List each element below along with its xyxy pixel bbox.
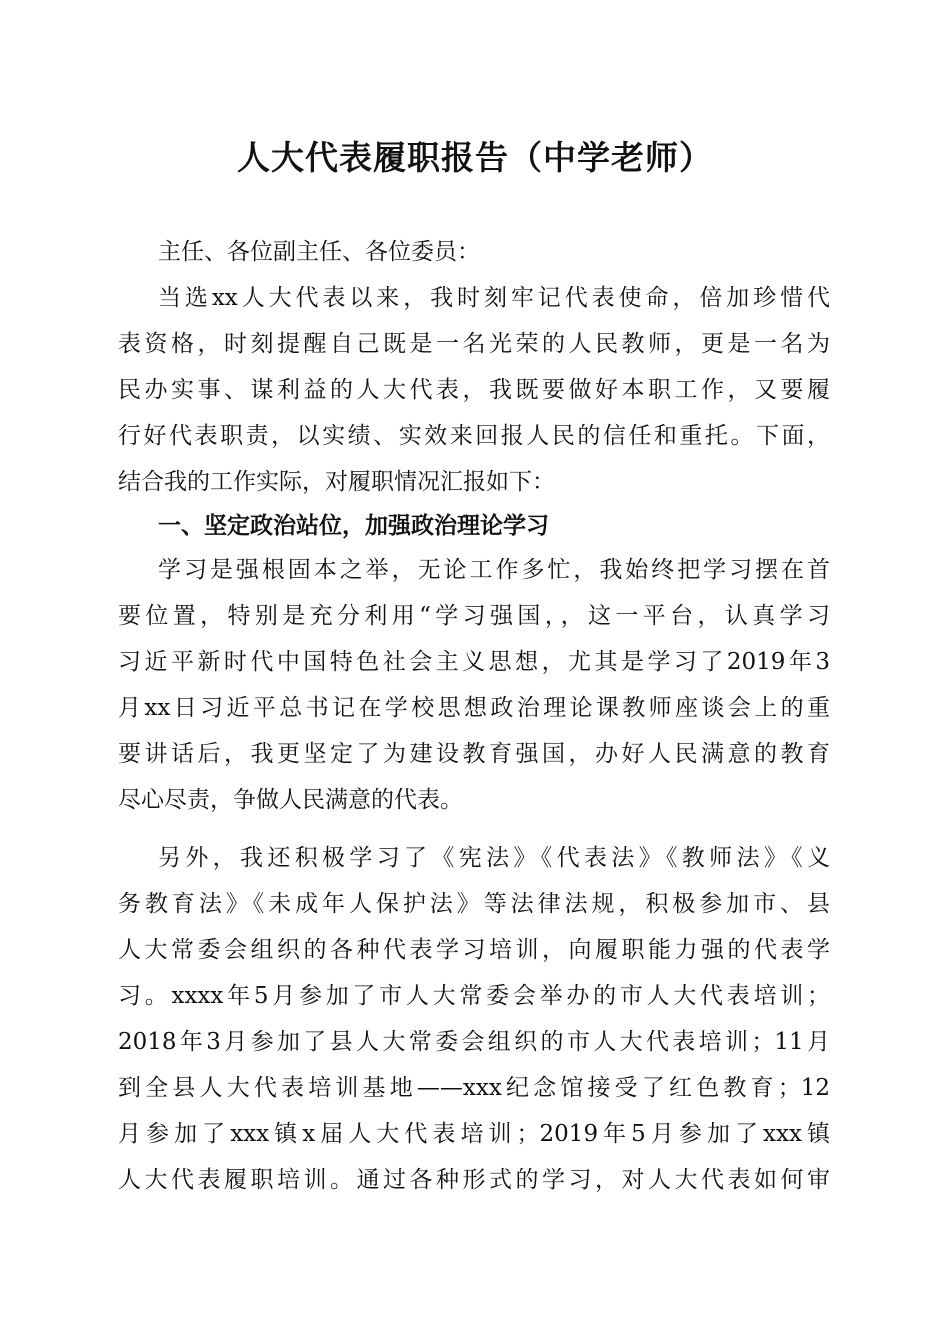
paragraph-line: 月xx日习近平总书记在学校思想政治理论课教师座谈会上的重 [118,695,830,721]
paragraph-line: 民办实事、谋利益的人大代表，我既要做好本职工作，又要履 [118,377,830,403]
paragraph-line: 月参加了xxx镇x届人大代表培训；2019年5月参加了xxx镇 [118,1121,830,1147]
paragraph-line: 习。xxxx年5月参加了市人大常委会举办的市人大代表培训； [118,983,830,1009]
paragraph-line: 人大代表履职培训。通过各种形式的学习，对人大代表如何审 [118,1167,830,1193]
paragraph-line: 当选xx人大代表以来，我时刻牢记代表使命，倍加珍惜代 [158,285,830,311]
paragraph-line: 到全县人大代表培训基地——xxx纪念馆接受了红色教育；12 [118,1075,830,1101]
paragraph-line: 表资格，时刻提醒自己既是一名光荣的人民教师，更是一名为 [118,331,830,357]
paragraph-line: 学习是强根固本之举，无论工作多忙，我始终把学习摆在首 [158,557,830,583]
paragraph-line: 另外，我还积极学习了《宪法》《代表法》《教师法》《义 [158,845,830,871]
paragraph-line: 习近平新时代中国特色社会主义思想，尤其是学习了2019年3 [118,649,830,675]
paragraph-line: 2018年3月参加了县人大常委会组织的市人大代表培训；11月 [118,1029,830,1055]
section-heading: 一、坚定政治站位，加强政治理论学习 [158,513,549,539]
paragraph-line: 结合我的工作实际，对履职情况汇报如下： [118,469,555,495]
salutation: 主任、各位副主任、各位委员： [158,239,480,265]
paragraph-line: 要位置，特别是充分利用“学习强国，，这一平台，认真学习 [118,603,830,629]
paragraph-line: 行好代表职责，以实绩、实效来回报人民的信任和重托。下面， [118,423,830,449]
paragraph-line: 务教育法》《未成年人保护法》等法律法规，积极参加市、县 [118,891,830,917]
paragraph-line: 尽心尽责，争做人民满意的代表。 [118,787,463,813]
document-title: 人大代表履职报告（中学老师） [237,138,713,177]
paragraph-line: 人大常委会组织的各种代表学习培训，向履职能力强的代表学 [118,937,830,963]
paragraph-line: 要讲话后，我更坚定了为建设教育强国，办好人民满意的教育 [118,741,830,767]
